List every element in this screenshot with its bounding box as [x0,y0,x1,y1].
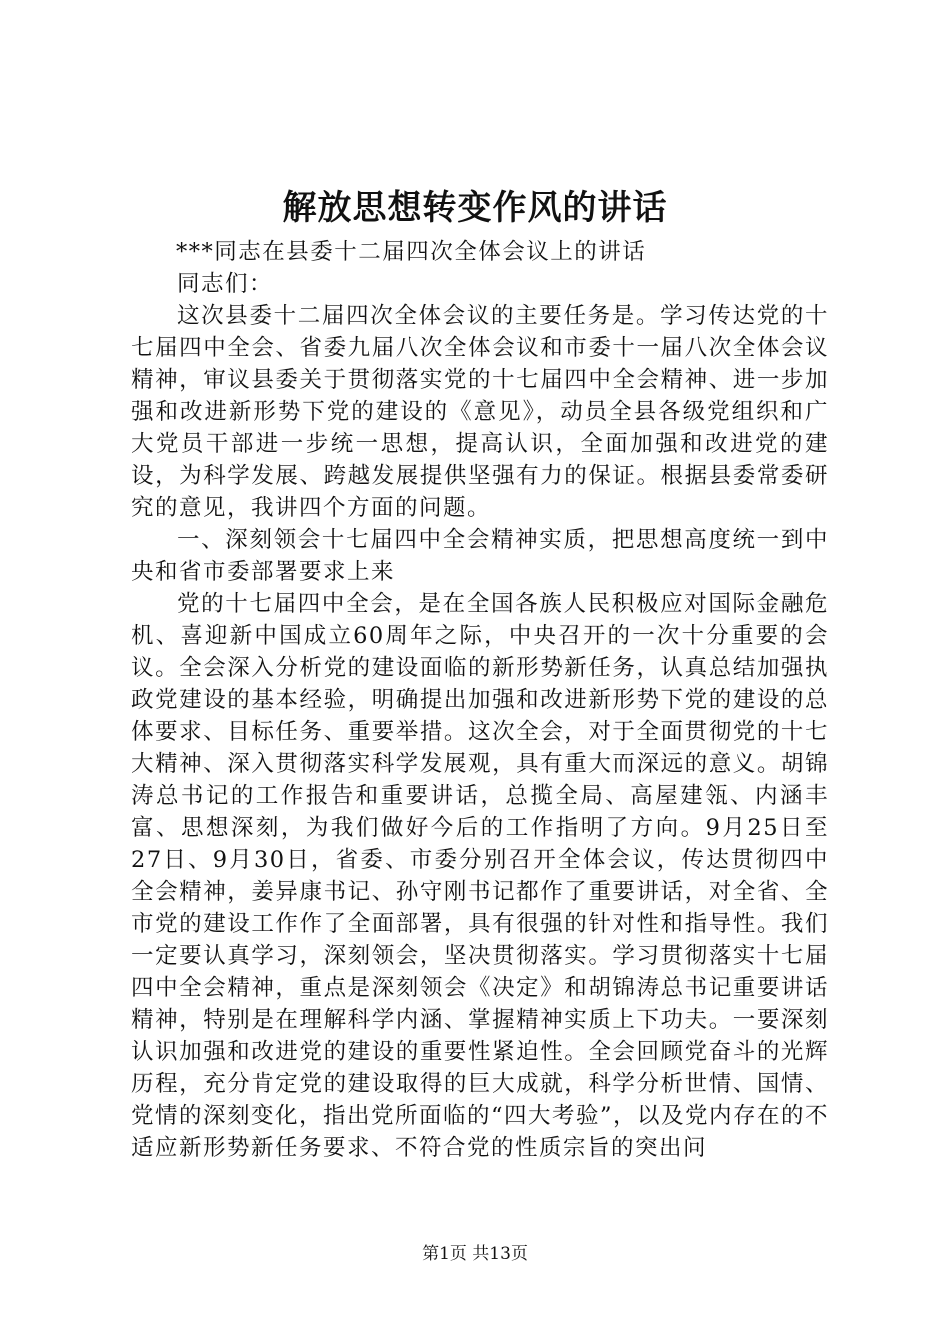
paragraph-intro: 这次县委十二届四次全体会议的主要任务是。学习传达党的十七届四中全会、省委九届八次全体会议和市委十一届八次全体会议精神，审议县委关于贯彻落实党的十七届四中全会精神、进一步加强和改进新形势下党的建设的《意见》，动员全县各级党组织和广大党员干部进一步统一思想，提高认识，全面加强和改进党的建设，为科学发展、跨越发展提供坚强有力的保证。根据县委常委研究的意见，我讲四个方面的问题。 [131,303,829,521]
document-subtitle: ***同志在县委十二届四次全体会议上的讲话 [176,239,647,265]
section-heading-1: 一、深刻领会十七届四中全会精神实质，把思想高度统一到中央和省市委部署要求上来 [131,527,829,585]
total-suffix: 页 [510,1244,528,1264]
page-prefix: 第 [422,1244,440,1264]
total-prefix: 共 [472,1244,490,1264]
greeting: 同志们： [177,271,274,297]
total-pages: 13 [489,1244,511,1264]
page-suffix: 页 [449,1244,467,1264]
document-body [131,236,829,1164]
page-footer [0,1243,950,1265]
paragraph-section-1: 党的十七届四中全会，是在全国各族人民积极应对国际金融危机、喜迎新中国成立60周年之际，中央召开的一次十分重要的会议。全会深入分析党的建设面临的新形势新任务，认真总结加强执政党建设的基本经验，明确提出加强和改进新形势下党的建设的总体要求、目标任务、重要举措。这次全会，对于全面贯彻党的十七大精神、深入贯彻落实科学发展观，具有重大而深远的意义。胡锦涛总书记的工作报告和重要讲话，总揽全局、高屋建瓴、内涵丰富、思想深刻，为我们做好今后的工作指明了方向。9月25日至27日、9月30日，省委、市委分别召开全体会议，传达贯彻四中全会精神，姜异康书记、孙守刚书记都作了重要讲话，对全省、全市党的建设工作作了全面部署，具有很强的针对性和指导性。我们一定要认真学习，深刻领会，坚决贯彻落实。学习贯彻落实十七届四中全会精神，重点是深刻领会《决定》和胡锦涛总书记重要讲话精神，特别是在理解科学内涵、掌握精神实质上下功夫。一要深刻认识加强和改进党的建设的重要性紧迫性。全会回顾党奋斗的光辉历程，充分肯定党的建设取得的巨大成就，科学分析世情、国情、党情的深刻变化，指出党所面临的“四大考验”，以及党内存在的不适应新形势新任务要求、不符合党的性质宗旨的突出问 [131,591,830,1161]
page-number: 1 [439,1244,450,1264]
document-title: 解放思想转变作风的讲话 [282,188,668,228]
